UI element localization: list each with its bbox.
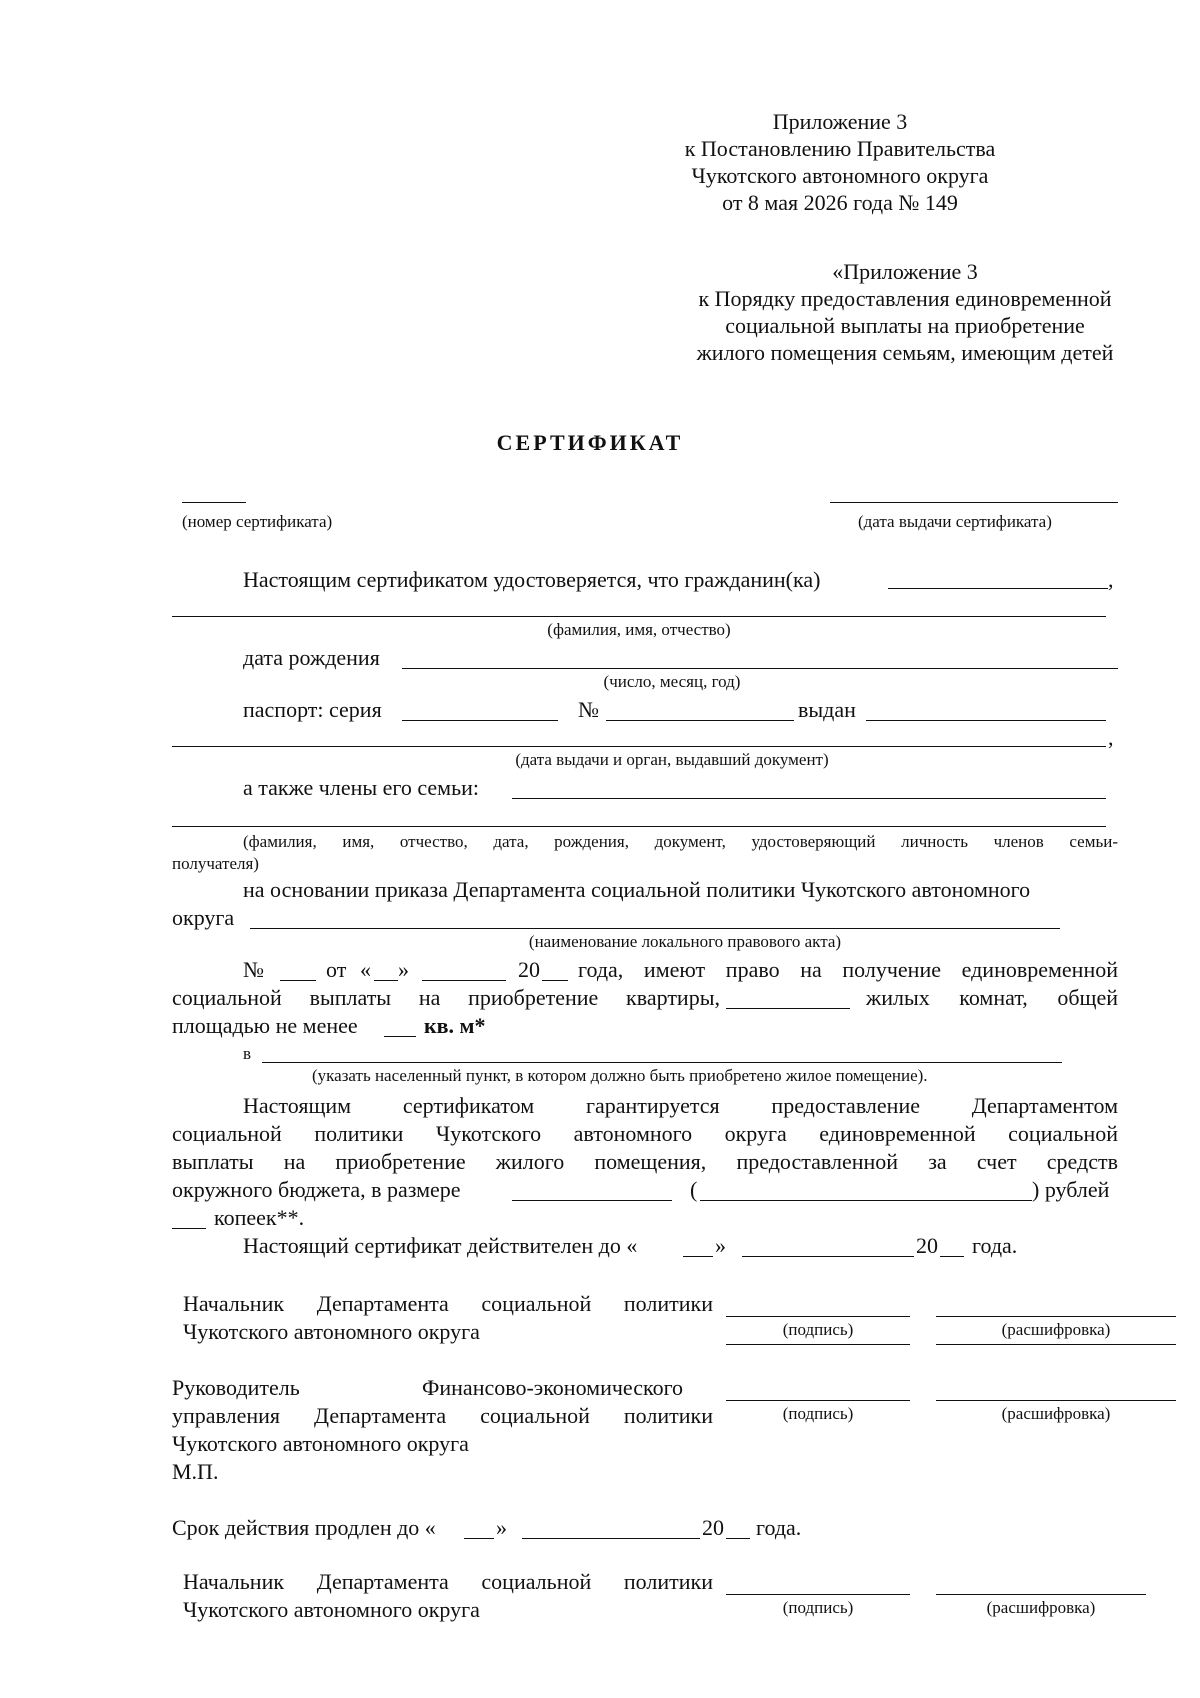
head-decode-caption: (расшифровка) (1001, 1320, 1111, 1339)
citizen-name-line[interactable] (888, 588, 1108, 589)
passport-number-sign: № (578, 697, 599, 722)
appendix-resolution: к Постановлению Правительства (684, 136, 996, 161)
head-region: Чукотского автономного округа (183, 1319, 480, 1344)
valid-month-line[interactable] (742, 1256, 914, 1257)
place-caption: (указать населенный пункт, в котором должно быть приобретено жилое помещение). (312, 1066, 928, 1085)
head-decode-underline (936, 1344, 1176, 1345)
kopecks-label: копеек**. (214, 1205, 305, 1230)
head-title: Начальник Департамента социальной политики (183, 1291, 713, 1316)
head2-region: Чукотского автономного округа (183, 1597, 480, 1622)
valid-year-prefix: 20 (916, 1233, 938, 1258)
document-title: СЕРТИФИКАТ (496, 430, 684, 455)
legal-act-line[interactable] (250, 928, 1060, 929)
area-unit: кв. м* (424, 1013, 486, 1038)
issue-date-caption: (дата выдачи сертификата) (858, 512, 1052, 531)
dob-label: дата рождения (243, 645, 380, 670)
area-text: площадью не менее (172, 1013, 358, 1038)
passport-issue-caption: (дата выдачи и орган, выдавший документ) (515, 750, 829, 769)
locality-line[interactable] (262, 1062, 1062, 1063)
appendix2-procedure: к Порядку предоставления единовременной (698, 286, 1112, 311)
appendix-header-1 (680, 108, 1000, 216)
order-year-line[interactable] (542, 980, 568, 981)
guarantee-line-3: выплаты на приобретение жилого помещения, предоставленной за счет средств (172, 1149, 1118, 1174)
fin-region: Чукотского автономного округа (172, 1431, 469, 1456)
valid-year-suffix: года. (972, 1233, 1018, 1258)
passport-number-line[interactable] (606, 720, 794, 721)
fin-decode-caption: (расшифровка) (1001, 1404, 1111, 1423)
head2-title: Начальник Департамента социальной политики (183, 1569, 713, 1594)
head2-decode-line[interactable] (936, 1594, 1146, 1595)
order-year-prefix: 20 (518, 957, 540, 982)
rooms-text: жилых комнат, общей (866, 985, 1118, 1010)
in-label: в (243, 1044, 252, 1063)
order-from: от (326, 957, 347, 982)
fin-head-label: Руководитель (172, 1375, 300, 1400)
rooms-line[interactable] (726, 1008, 850, 1009)
guarantee-line-4: окружного бюджета, в размере (172, 1177, 461, 1202)
order-quote-close: » (398, 957, 409, 982)
family-caption: (фамилия, имя, отчество, дата, рождения, документ, удостоверяющий личность членов семьи- (243, 832, 1118, 851)
passport-issued-label: выдан (798, 697, 856, 722)
appendix2-payment: социальной выплаты на приобретение (725, 313, 1085, 338)
head-signature-caption: (подпись) (782, 1320, 854, 1339)
comma-2: , (1108, 725, 1114, 750)
family-caption-2: получателя) (172, 854, 259, 873)
family-label: а также члены его семьи: (243, 775, 480, 800)
basis-text-2: округа (172, 905, 235, 930)
valid-until-label: Настоящий сертификат действителен до « (243, 1233, 638, 1258)
passport-issued-line[interactable] (866, 720, 1106, 721)
family-line[interactable] (512, 798, 1106, 799)
appendix2-housing: жилого помещения семьям, имеющим детей (696, 340, 1114, 365)
fin-dept-label: Финансово-экономического (422, 1375, 684, 1400)
appendix2-title: «Приложение 3 (832, 259, 978, 284)
amount-open-paren: ( (690, 1177, 698, 1202)
head2-decode-caption: (расшифровка) (986, 1598, 1096, 1617)
extension-quote-close: » (496, 1515, 507, 1540)
passport-issue-details-line[interactable] (172, 746, 1106, 747)
fio-caption: (фамилия, имя, отчество) (547, 620, 731, 639)
guarantee-line-2: социальной политики Чукотского автономного округа единовременной социальной (172, 1121, 1118, 1146)
extension-year-prefix: 20 (702, 1515, 724, 1540)
basis-text: на основании приказа Департамента социальной политики Чукотского автономного (243, 877, 1031, 902)
valid-day-line[interactable] (683, 1256, 713, 1257)
dob-line[interactable] (402, 668, 1118, 669)
extension-label: Срок действия продлен до « (172, 1515, 436, 1540)
dob-caption: (число, месяц, год) (603, 672, 741, 691)
order-right-text: года, имеют право на получение единовременной (578, 957, 1118, 982)
order-number-sign: № (243, 957, 264, 982)
citizen-name-line-2[interactable] (172, 616, 1106, 617)
stamp-label: М.П. (172, 1459, 219, 1484)
amount-words-line[interactable] (700, 1200, 1032, 1201)
issue-date-line[interactable] (830, 502, 1118, 503)
extension-year-line[interactable] (726, 1538, 750, 1539)
appendix-region: Чукотского автономного округа (691, 163, 989, 188)
valid-year-line[interactable] (940, 1256, 964, 1257)
passport-series-line[interactable] (402, 720, 558, 721)
appendix-header-2 (666, 258, 1144, 366)
guarantee-line-1: Настоящим сертификатом гарантируется предоставление Департаментом (243, 1093, 1118, 1118)
appendix-title: Приложение 3 (772, 109, 908, 134)
area-line[interactable] (384, 1036, 416, 1037)
order-day-line[interactable] (374, 980, 398, 981)
extension-year-suffix: года. (756, 1515, 802, 1540)
head2-signature-caption: (подпись) (782, 1598, 854, 1617)
fin-signature-line[interactable] (726, 1400, 910, 1401)
fin-dept-line-2: управления Департамента социальной политики (172, 1403, 713, 1428)
valid-quote-close: » (715, 1233, 726, 1258)
passport-label: паспорт: серия (243, 697, 382, 722)
fin-decode-line[interactable] (936, 1400, 1176, 1401)
order-number-line[interactable] (280, 980, 316, 981)
comma: , (1108, 567, 1114, 592)
act-caption: (наименование локального правового акта) (528, 932, 842, 951)
head2-signature-line[interactable] (726, 1594, 910, 1595)
head-decode-line[interactable] (936, 1316, 1176, 1317)
amount-rubles: ) рублей (1032, 1177, 1110, 1202)
kopecks-line[interactable] (172, 1228, 206, 1229)
order-quote-open: « (360, 957, 371, 982)
cert-number-line[interactable] (182, 502, 246, 503)
amount-digits-line[interactable] (512, 1200, 672, 1201)
certify-text: Настоящим сертификатом удостоверяется, что гражданин(ка) (243, 567, 821, 592)
extension-day-line[interactable] (464, 1538, 494, 1539)
apartment-text: социальной выплаты на приобретение квартиры, (172, 985, 720, 1010)
fin-signature-caption: (подпись) (782, 1404, 854, 1423)
head-signature-underline (726, 1344, 910, 1345)
appendix-date-number: от 8 мая 2026 года № 149 (722, 190, 958, 215)
order-month-line[interactable] (422, 980, 506, 981)
head-signature-line[interactable] (726, 1316, 910, 1317)
cert-number-caption: (номер сертификата) (182, 512, 333, 531)
extension-month-line[interactable] (522, 1538, 700, 1539)
family-line-2[interactable] (172, 826, 1106, 827)
